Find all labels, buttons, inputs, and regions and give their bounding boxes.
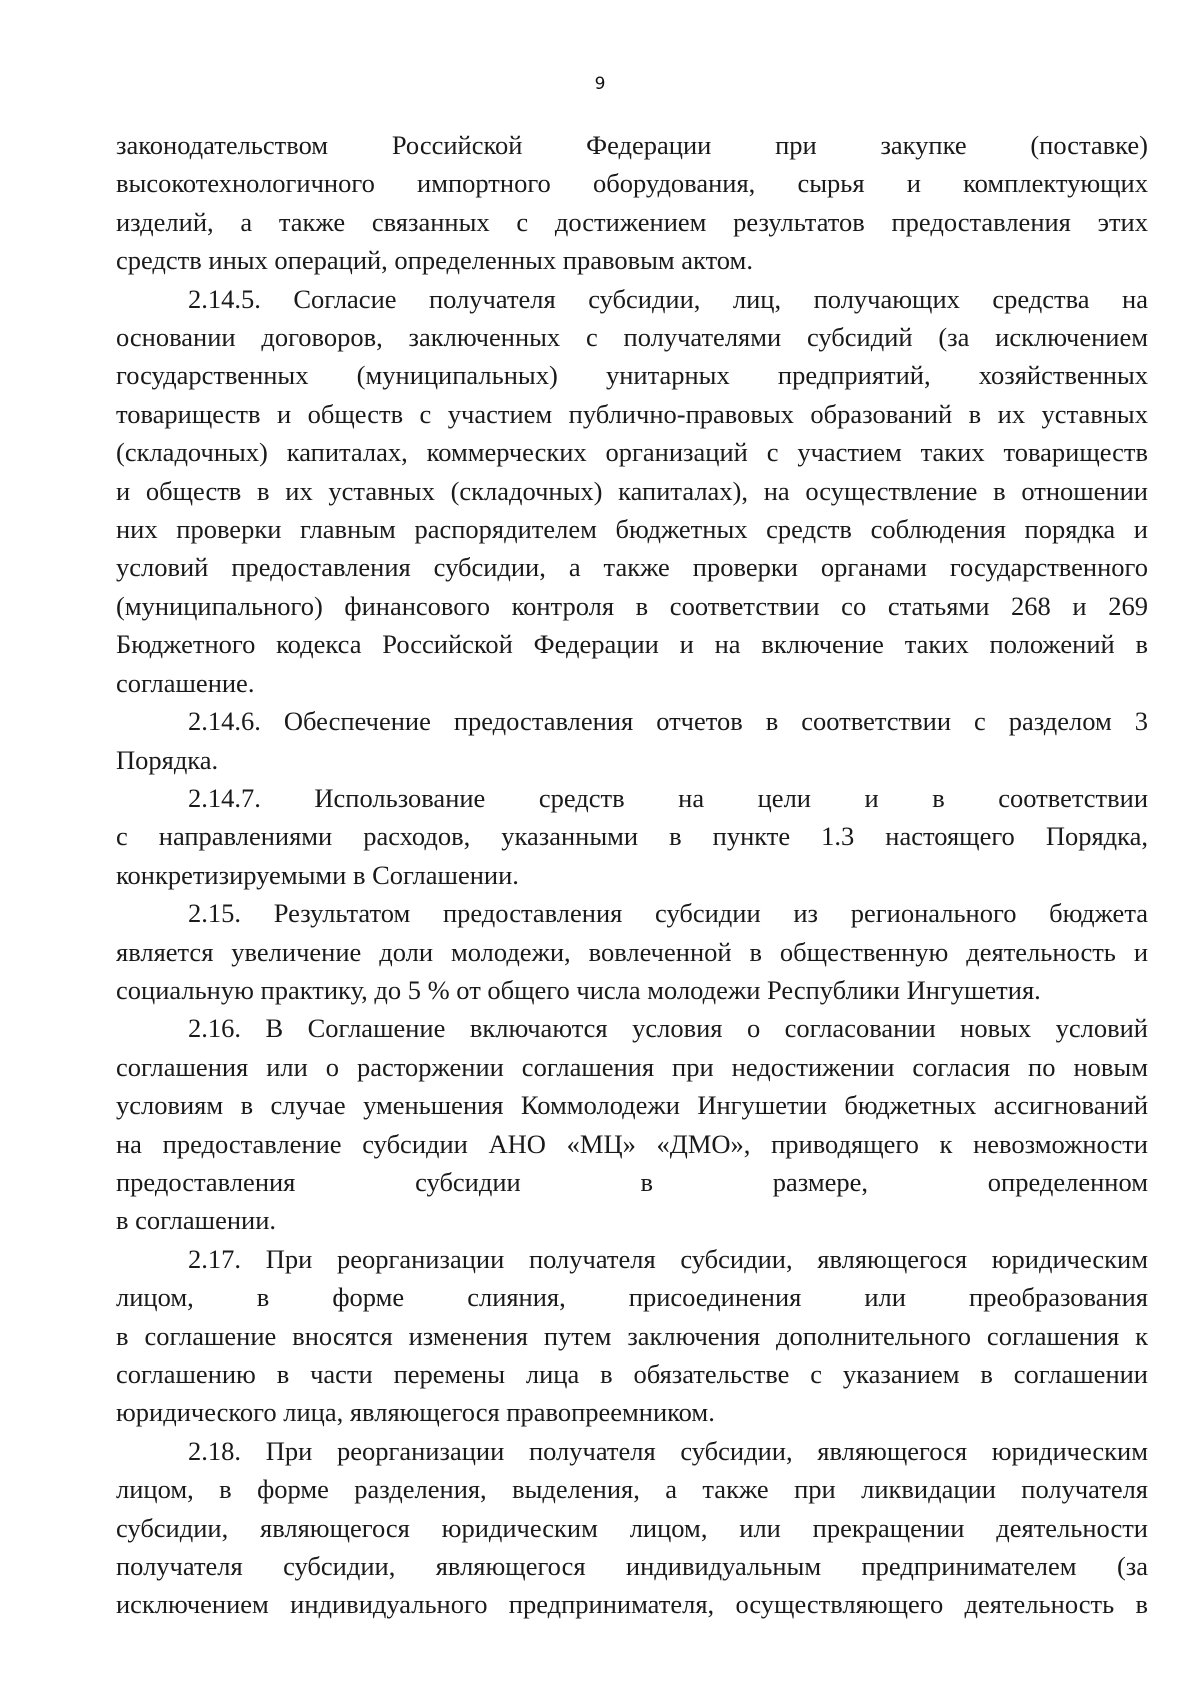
text-line: Бюджетного кодекса Российской Федерации и на включение таких положений в	[116, 629, 1148, 660]
text-line: является увеличение доли молодежи, вовлеченной в общественную деятельность и	[116, 936, 1148, 967]
page-number: 9	[594, 74, 606, 94]
text-line: Порядка.	[116, 744, 219, 775]
text-line: на предоставление субсидии АНО «МЦ» «ДМО», приводящего к невозможности	[116, 1128, 1148, 1159]
text-line: основании договоров, заключенных с получателями субсидий (за исключением	[116, 322, 1148, 353]
text-line: товариществ и обществ с участием публично-правовых образований в их уставных	[116, 398, 1148, 429]
text-line: лицом, в форме разделения, выделения, а также при ликвидации получателя	[116, 1474, 1148, 1505]
text-line: и обществ в их уставных (складочных) капиталах), на осуществление в отношении	[116, 475, 1148, 506]
text-line: субсидии, являющегося юридическим лицом, или прекращении деятельности	[116, 1512, 1148, 1543]
text-line: условиям в случае уменьшения Коммолодежи Ингушетии бюджетных ассигнований	[116, 1090, 1148, 1121]
text-line: 2.14.5. Согласие получателя субсидии, лиц, получающих средства на	[188, 283, 1148, 314]
text-line: 2.16. В Соглашение включаются условия о согласовании новых условий	[188, 1013, 1148, 1044]
text-line: в соглашении.	[116, 1205, 276, 1236]
text-line: соглашение.	[116, 667, 255, 698]
text-line: соглашению в части перемены лица в обязательстве с указанием в соглашении	[116, 1359, 1148, 1389]
text-line: исключением индивидуального предпринимателя, осуществляющего деятельность в	[116, 1589, 1148, 1620]
text-line: государственных (муниципальных) унитарных предприятий, хозяйственных	[116, 360, 1148, 391]
paragraph-2-14-7	[116, 779, 1148, 894]
paragraph-2-15	[116, 894, 1148, 1009]
text-line: условий предоставления субсидии, а также проверки органами государственного	[116, 552, 1148, 583]
text-line: лицом, в форме слияния, присоединения или преобразования	[116, 1282, 1148, 1313]
text-line: социальную практику, до 5 % от общего числа молодежи Республики Ингушетия.	[116, 974, 1041, 1005]
text-line: (муниципального) финансового контроля в соответствии со статьями 268 и 269	[116, 590, 1148, 621]
text-line: 2.14.7. Использование средств на цели и в соответствии	[188, 782, 1148, 813]
text-line: получателя субсидии, являющегося индивидуальным предпринимателем (за	[116, 1551, 1148, 1582]
paragraph-2-18	[116, 1432, 1148, 1624]
paragraph-2-17	[116, 1240, 1148, 1432]
text-line: 2.18. При реорганизации получателя субсидии, являющегося юридическим	[188, 1435, 1148, 1466]
text-line: высокотехнологичного импортного оборудования, сырья и комплектующих	[116, 168, 1148, 199]
paragraph-2-16	[116, 1009, 1148, 1239]
text-line: средств иных операций, определенных правовым актом.	[116, 245, 753, 276]
text-line: предоставления субсидии в размере, определенном	[116, 1166, 1148, 1197]
document-body	[116, 126, 1148, 1624]
text-line: конкретизируемыми в Соглашении.	[116, 859, 519, 890]
paragraph-2-14-5	[116, 280, 1148, 702]
text-line: в соглашение вносятся изменения путем заключения дополнительного соглашения к	[116, 1320, 1148, 1351]
text-line: соглашения или о расторжении соглашения при недостижении согласия по новым	[116, 1051, 1148, 1082]
paragraph-continuation	[116, 126, 1148, 280]
text-line: 2.17. При реорганизации получателя субсидии, являющегося юридическим	[188, 1243, 1148, 1274]
text-line: юридического лица, являющегося правопреемником.	[116, 1397, 715, 1428]
text-line: (складочных) капиталах, коммерческих организаций с участием таких товариществ	[116, 437, 1148, 468]
text-line: с направлениями расходов, указанными в пункте 1.3 настоящего Порядка,	[116, 821, 1148, 852]
text-line: них проверки главным распорядителем бюджетных средств соблюдения порядка и	[116, 514, 1148, 545]
text-line: изделий, а также связанных с достижением результатов предоставления этих	[116, 206, 1148, 237]
text-line: законодательством Российской Федерации при закупке (поставке)	[116, 130, 1148, 160]
paragraph-2-14-6	[116, 702, 1148, 779]
text-line: 2.15. Результатом предоставления субсидии из регионального бюджета	[188, 898, 1148, 929]
text-line: 2.14.6. Обеспечение предоставления отчетов в соответствии с разделом 3	[188, 706, 1148, 737]
